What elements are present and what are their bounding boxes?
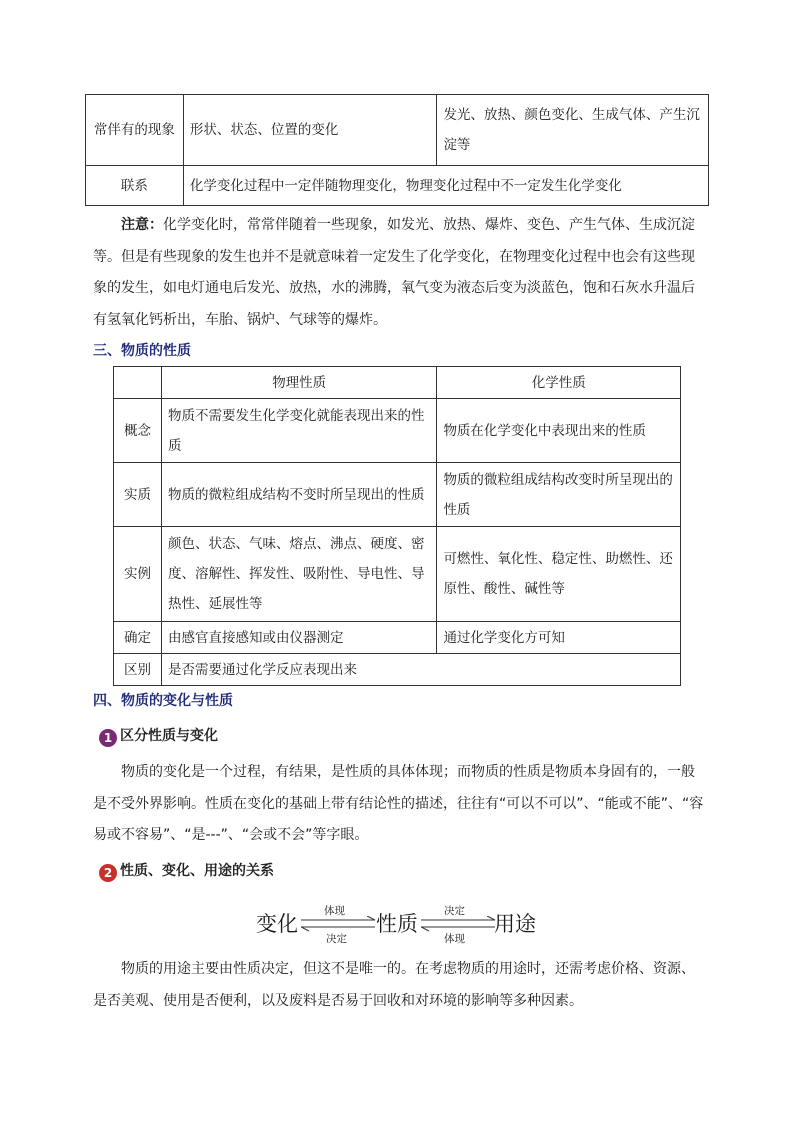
point-heading	[99, 860, 274, 882]
table-row	[114, 654, 681, 686]
row-label: 常伴有的现象	[86, 95, 184, 166]
arrow-label: 决定	[326, 933, 347, 945]
table-cell: 是否需要通过化学反应表现出来	[161, 654, 680, 686]
change-comparison-table	[85, 94, 709, 206]
point-title: 区分性质与变化	[120, 728, 218, 744]
note-paragraph	[93, 210, 705, 336]
row-label: 概念	[114, 399, 162, 463]
table-cell: 可燃性、氧化性、稳定性、助燃性、还原性、酸性、碱性等	[437, 527, 681, 622]
note-label: 注意：	[121, 217, 163, 233]
properties-table	[113, 366, 681, 686]
table-cell: 由感官直接感知或由仪器测定	[161, 622, 436, 654]
row-label: 区别	[114, 654, 162, 686]
arrow-label: 决定	[444, 905, 465, 917]
table-row	[114, 463, 681, 527]
table-row	[114, 622, 681, 654]
table-cell: 通过化学变化方可知	[437, 622, 681, 654]
row-label: 实质	[114, 463, 162, 527]
table-cell: 物质在化学变化中表现出来的性质	[437, 399, 681, 463]
section-heading: 三、物质的性质	[93, 343, 191, 359]
table-row	[114, 399, 681, 463]
number-badge-icon: 2	[99, 864, 117, 882]
section-heading: 四、物质的变化与性质	[93, 693, 233, 709]
column-header: 化学性质	[437, 367, 681, 399]
diagram-node-property: 性质	[376, 912, 418, 936]
table-corner-cell	[114, 367, 162, 399]
table-cell: 颜色、状态、气味、熔点、沸点、硬度、密度、溶解性、挥发性、吸附性、导电性、导热性、延展性等	[161, 527, 436, 622]
number-badge-icon: 1	[99, 729, 117, 747]
double-arrow-icon	[421, 916, 497, 932]
table-cell: 物质不需要发生化学变化就能表现出来的性质	[161, 399, 436, 463]
point-paragraph: 物质的变化是一个过程，有结果，是性质的具体体现；而物质的性质是物质本身固有的，一般是不受外界影响。性质在变化的基础上带有结论性的描述，往往有“可以不可以”、“能或不能”、“容易或不容易”、“是---”、“会或不会”等字眼。	[93, 764, 704, 843]
column-header: 物理性质	[161, 367, 436, 399]
diagram-node-use: 用途	[494, 912, 536, 936]
table-cell: 发光、放热、颜色变化、生成气体、产生沉淀等	[437, 95, 709, 166]
point-title: 性质、变化、用途的关系	[120, 863, 274, 879]
relation-diagram	[256, 900, 546, 948]
point-paragraph: 物质的用途主要由性质决定，但这不是唯一的。在考虑物质的用途时，还需考虑价格、资源、是否美观、使用是否便利，以及废料是否易于回收和对环境的影响等多种因素。	[93, 961, 695, 1009]
note-text: 化学变化时，常常伴随着一些现象，如发光、放热、爆炸、变色、产生气体、生成沉淀等。但是有些现象的发生也并不是就意味着一定发生了化学变化，在物理变化过程中也会有这些现象的发生，如电灯通电后发光、放热，水的沸腾，氧气变为液态后变为淡蓝色，饱和石灰水升温后有氢氧化钙析出，车胎、锅炉、气球等的爆炸。	[93, 217, 695, 328]
table-cell: 形状、状态、位置的变化	[183, 95, 437, 166]
row-label: 确定	[114, 622, 162, 654]
row-label: 实例	[114, 527, 162, 622]
double-arrow-icon	[301, 916, 377, 932]
table-row	[86, 95, 709, 166]
row-label: 联系	[86, 166, 184, 206]
table-cell: 化学变化过程中一定伴随物理变化，物理变化过程中不一定发生化学变化	[183, 166, 708, 206]
diagram-node-change: 变化	[256, 912, 298, 936]
arrow-label: 体现	[324, 905, 345, 917]
table-cell: 物质的微粒组成结构改变时所呈现出的性质	[437, 463, 681, 527]
arrow-label: 体现	[444, 933, 465, 945]
point-heading	[99, 725, 218, 747]
table-cell: 物质的微粒组成结构不变时所呈现出的性质	[161, 463, 436, 527]
table-row	[86, 166, 709, 206]
table-row	[114, 527, 681, 622]
table-header-row	[114, 367, 681, 399]
